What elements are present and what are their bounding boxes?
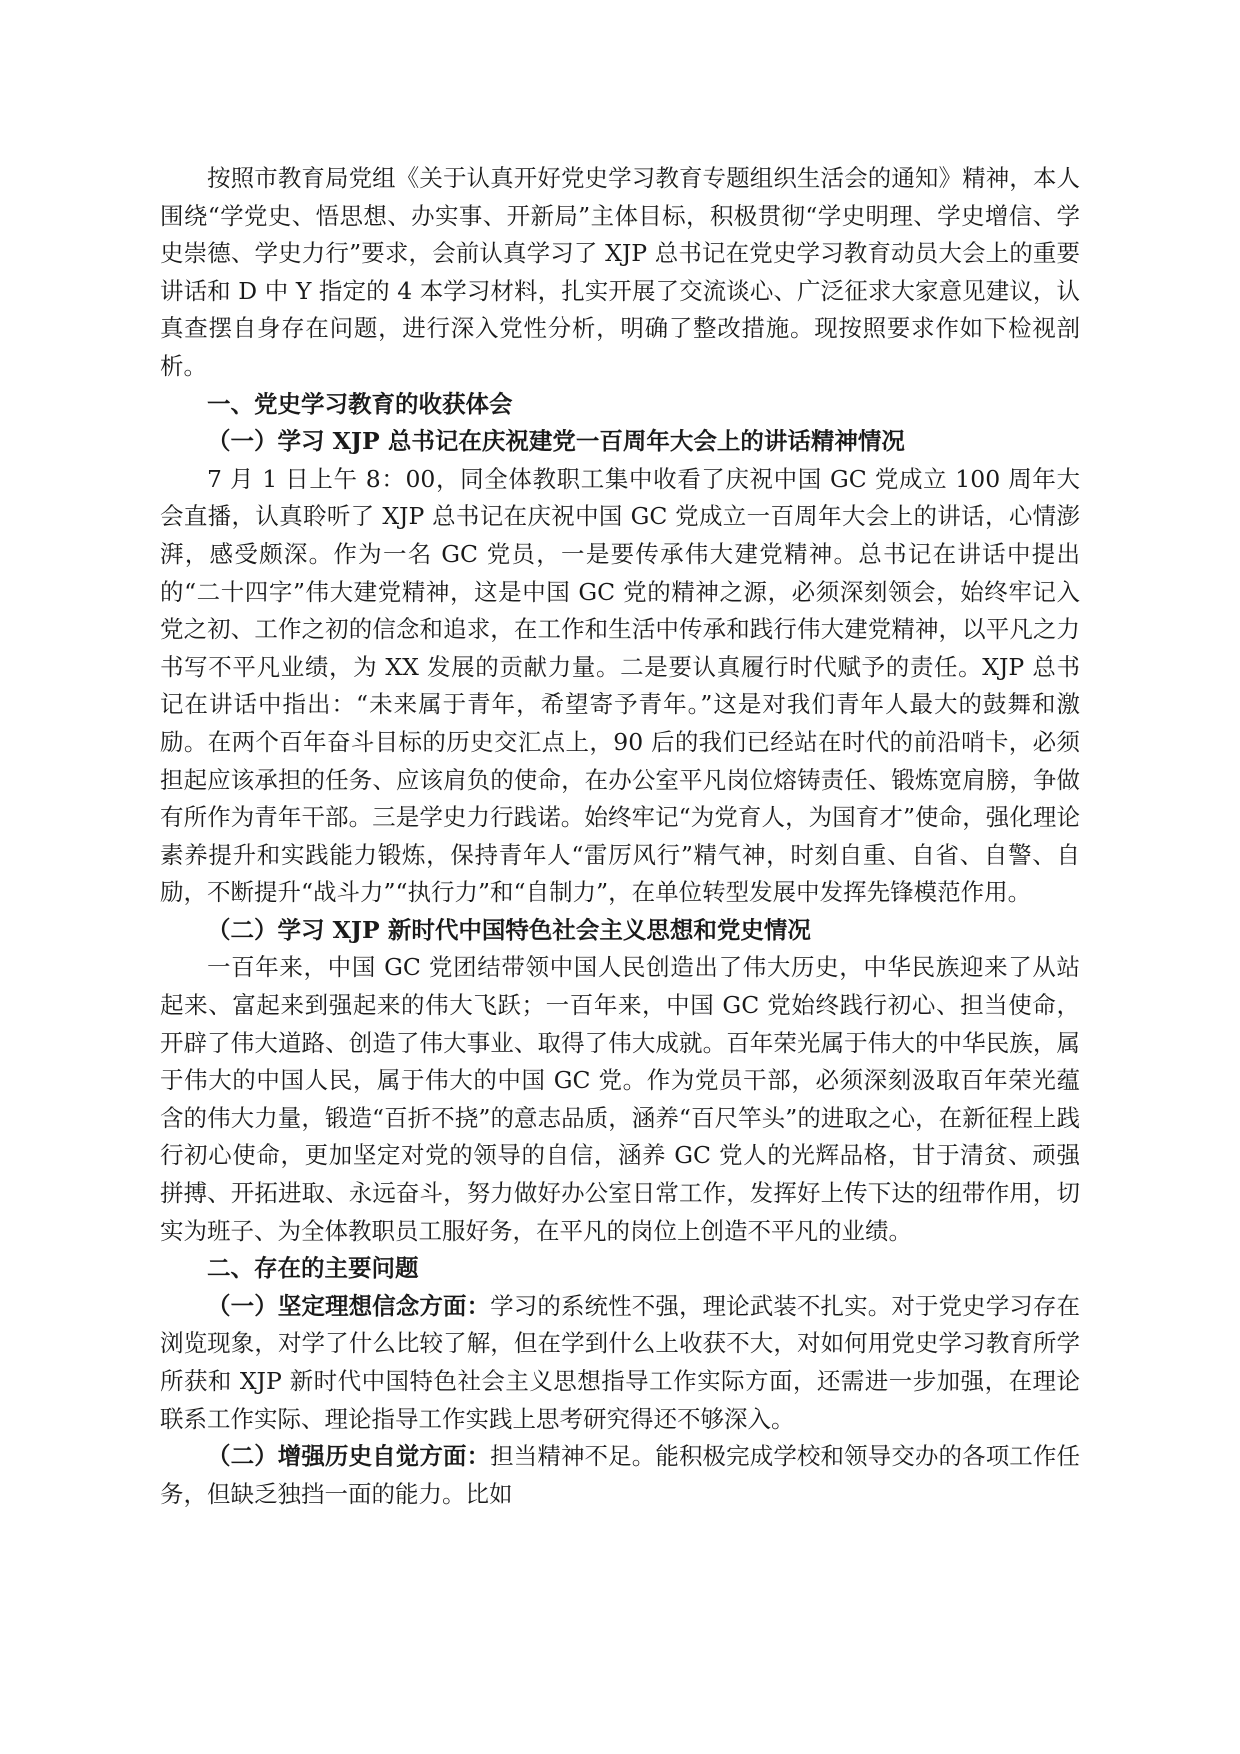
section-2-sub-1-paragraph [160,1288,1080,1438]
intro-paragraph: 按照市教育局党组《关于认真开好党史学习教育专题组织生活会的通知》精神，本人围绕“学党史、悟思想、办实事、开新局”主体目标，积极贯彻“学史明理、学史增信、学史崇德、学史力行”要求，会前认真学习了 XJP 总书记在党史学习教育动员大会上的重要讲话和 D 中 Y 指定的 4 本学习材料，扎实开展了交流谈心、广泛征求大家意见建议，认真查摆自身存在问题，进行深入党性分析，明确了整改措施。现按照要求作如下检视剖析。 [160,164,1080,380]
section-1-sub-2-paragraph: 一百年来，中国 GC 党团结带领中国人民创造出了伟大历史，中华民族迎来了从站起来、富起来到强起来的伟大飞跃；一百年来，中国 GC 党始终践行初心、担当使命，开辟了伟大道路、创造了伟大事业、取得了伟大成就。百年荣光属于伟大的中华民族，属于伟大的中国人民，属于伟大的中国 GC 党。作为党员干部，必须深刻汲取百年荣光蕴含的伟大力量，锻造“百折不挠”的意志品质，涵养“百尺竿头”的进取之心，在新征程上践行初心使命，更加坚定对党的领导的自信，涵养 GC 党人的光辉品格，甘于清贫、顽强拼搏、开拓进取、永远奋斗，努力做好办公室日常工作，发挥好上传下达的纽带作用，切实为班子、为全体教职员工服好务，在平凡的岗位上创造不平凡的业绩。 [160,953,1080,1245]
document-page [160,160,1080,1513]
section-2-sub-1-body: 学习的系统性不强，理论武装不扎实。对于党史学习存在浏览现象，对学了什么比较了解，但在学到什么上收获不大，对如何用党史学习教育所学所获和 XJP 新时代中国特色社会主义思想指导工作实际方面，还需进一步加强，在理论联系工作实际、理论指导工作实践上思考研究得还不够深入。 [160,1291,1081,1433]
section-2-sub-2-paragraph [160,1438,1080,1513]
section-1-subheading-2: （二）学习 XJP 新时代中国特色社会主义思想和党史情况 [207,915,811,944]
section-2-heading: 二、存在的主要问题 [207,1254,419,1283]
section-1-heading: 一、党史学习教育的收获体会 [207,389,513,418]
section-2-sub-2-lead: （二）增强历史自觉方面： [207,1442,491,1471]
section-2-sub-1-lead: （一）坚定理想信念方面： [207,1291,491,1320]
section-2-sub-2-body: 担当精神不足。能积极完成学校和领导交办的各项工作任务，但缺乏独挡一面的能力。比如 [160,1442,1081,1508]
section-1-subheading-1: （一）学习 XJP 总书记在庆祝建党一百周年大会上的讲话精神情况 [207,427,905,456]
section-1-sub-1-paragraph: 7 月 1 日上午 8：00，同全体教职工集中收看了庆祝中国 GC 党成立 100 周年大会直播，认真聆听了 XJP 总书记在庆祝中国 GC 党成立一百周年大会上的讲话，心情澎湃，感受颇深。作为一名 GC 党员，一是要传承伟大建党精神。总书记在讲话中提出的“二十四字”伟大建党精神，这是中国 GC 党的精神之源，必须深刻领会，始终牢记入党之初、工作之初的信念和追求，在工作和生活中传承和践行伟大建党精神，以平凡之力书写不平凡业绩，为 XX 发展的贡献力量。二是要认真履行时代赋予的责任。XJP 总书记在讲话中指出：“未来属于青年，希望寄予青年。”这是对我们青年人最大的鼓舞和激励。在两个百年奋斗目标的历史交汇点上，90 后的我们已经站在时代的前沿哨卡，必须担起应该承担的任务、应该肩负的使命，在办公室平凡岗位熔铸责任、锻炼宽肩膀，争做有所作为青年干部。三是学史力行践诺。始终牢记“为党育人，为国育才”使命，强化理论素养提升和实践能力锻炼，保持青年人“雷厉风行”精气神，时刻自重、自省、自警、自励，不断提升“战斗力”“执行力”和“自制力”，在单位转型发展中发挥先锋模范作用。 [160,464,1080,907]
